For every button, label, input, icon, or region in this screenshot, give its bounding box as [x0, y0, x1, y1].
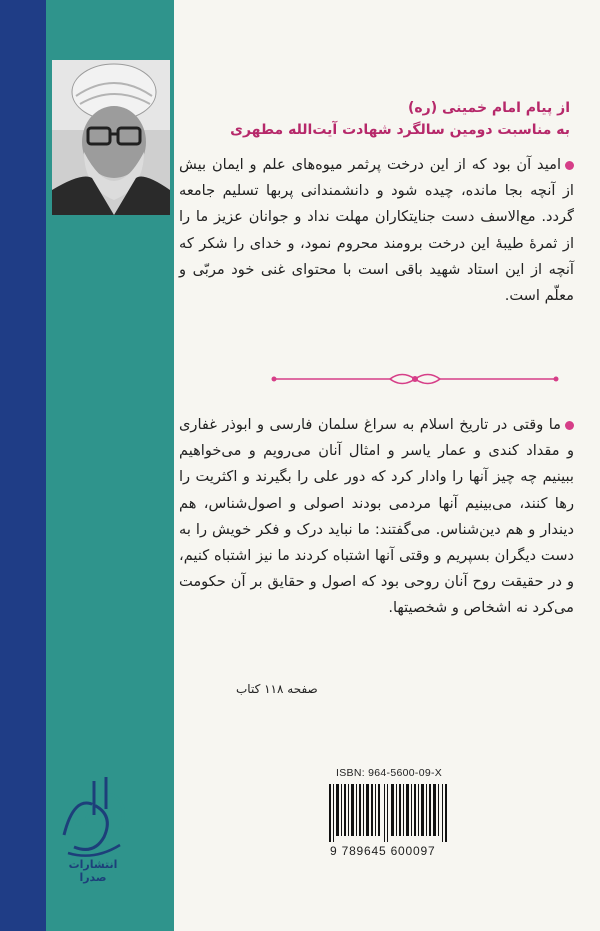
source-reference: صفحه ۱۱۸ کتاب — [236, 682, 318, 696]
isbn-label: ISBN: 964-5600-09-X — [336, 767, 443, 779]
barcode-number: 9 789645 600097 — [330, 844, 436, 858]
header-line-2: به مناسبت دومین سالگرد شهادت آیت‌الله مطهری — [230, 122, 570, 138]
paragraph-2 — [179, 412, 574, 622]
publisher-calligraphy-logo — [54, 775, 132, 867]
ornament-divider-icon — [270, 368, 560, 390]
header — [170, 97, 570, 141]
navy-spine-band — [0, 0, 46, 931]
author-portrait — [52, 60, 170, 215]
header-line-1: از پیام امام خمینی (ره) — [407, 100, 570, 116]
paragraph-1 — [179, 152, 574, 309]
bullet-icon — [565, 421, 574, 430]
paragraph-2-text: ما وقتی در تاریخ اسلام به سراغ سلمان فارسی و ابوذر غفاری و مقداد کندی و عمار یاسر و امثال آنان می‌رویم و می‌خواهیم ببینیم چه چیز آنها را وادار کرد که دور علی را بگیرند و اکثریت را رها کنند، می‌بینیم آنها مردمی بودند اصولی و اصول‌شناس، هم دیندار و هم دین‌شناس. می‌گفتند: ما نباید درک و فکر خویش را به دست دیگران بسپریم و وقتی آنها اشتباه کردند ما نیز اشتباه کنیم، و در حقیقت روح آنان روحی بود که اصول و حقایق بر آن حکومت می‌کرد نه اشخاص و شخصیتها. — [179, 416, 574, 617]
publisher-name: انتشارات صدرا — [68, 858, 118, 884]
paragraph-1-text: امید آن بود که از این درخت پرثمر میوه‌های علم و ایمان بیش از آنچه بجا مانده، چیده شود و دانشمندانی پربها تسلیم جامعه گردد. مع‌الاسف دست جنایتکاران مهلت نداد و جوانان عزیز ما را از ثمرهٔ طیبهٔ این درخت برومند محروم نمود، و خدای را شکر که آنچه از این استاد شهید باقی است با محتوای غنی خود مربّی و معلّم است. — [179, 156, 574, 305]
bullet-icon — [565, 161, 574, 170]
barcode — [329, 784, 449, 842]
